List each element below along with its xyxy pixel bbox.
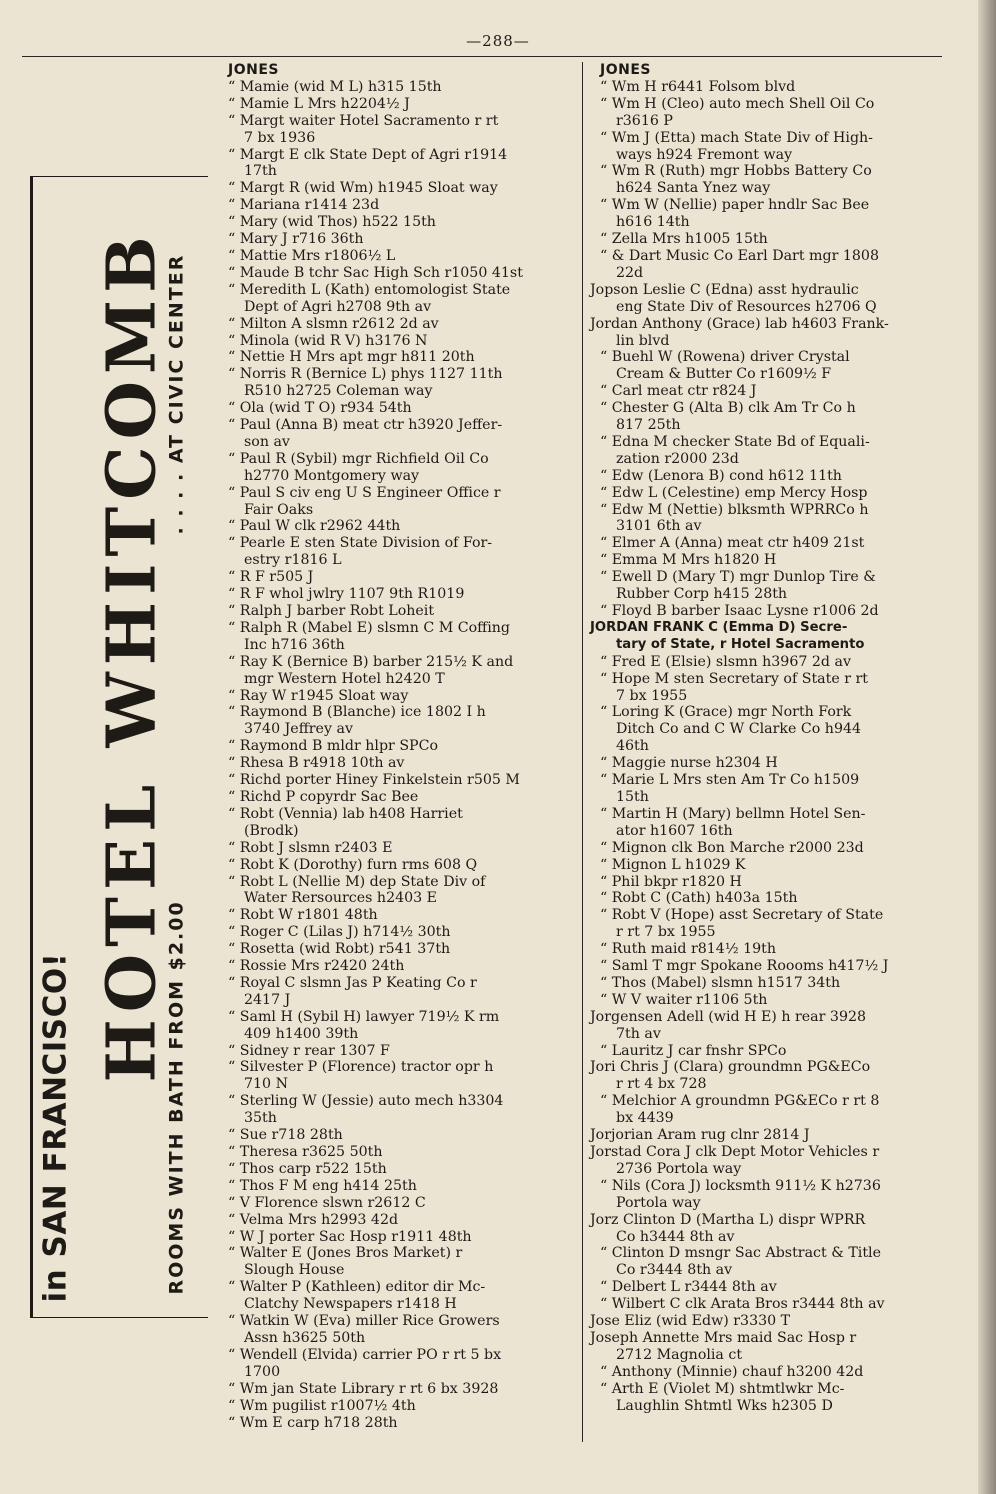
advertisement-text-block [34, 175, 209, 1315]
entry-line: “ Paul (Anna B) meat ctr h3920 Jeffer- [228, 417, 503, 434]
directory-entry [590, 857, 945, 874]
entry-continuation-line: h616 14th [616, 214, 690, 231]
entry-line: “ Zella Mrs h1005 15th [600, 231, 768, 248]
directory-entry [590, 400, 945, 434]
directory-entry [590, 1330, 945, 1364]
directory-entry [590, 1178, 945, 1212]
entry-line: “ Thos F M eng h414 25th [228, 1177, 417, 1194]
entry-line: “ Paul W clk r2962 44th [228, 518, 401, 535]
directory-entry [590, 755, 945, 772]
entry-line: “ Maude B tchr Sac High Sch r1050 41st [228, 264, 523, 281]
directory-entry [218, 1415, 580, 1432]
directory-entry [218, 755, 580, 772]
entry-continuation-line: r rt 4 bx 728 [616, 1076, 707, 1093]
entry-line: “ Mignon L h1029 K [600, 856, 746, 873]
entry-line: “ Mamie L Mrs h2204½ J [228, 95, 410, 112]
directory-entry [590, 1059, 945, 1093]
entry-line: “ Paul S civ eng U S Engineer Office r [228, 484, 501, 501]
entry-continuation-line: Co h3444 8th av [616, 1228, 735, 1245]
entry-line: “ Chester G (Alta B) clk Am Tr Co h [600, 400, 856, 417]
entry-line: “ Wm W (Nellie) paper hndlr Sac Bee [600, 197, 870, 214]
directory-entry [218, 333, 580, 350]
entry-line: “ Phil bkpr r1820 H [600, 873, 742, 890]
entry-line: Jorz Clinton D (Martha L) dispr WPRR [590, 1211, 866, 1228]
entry-line: Jorstad Cora J clk Dept Motor Vehicles r [590, 1144, 880, 1160]
entry-line: “ Margt waiter Hotel Sacramento r rt [228, 112, 499, 129]
entry-line: “ Hope M sten Secretary of State r rt [600, 670, 868, 687]
entry-line: “ Richd P copyrdr Sac Bee [228, 788, 419, 805]
directory-entry [218, 1195, 580, 1212]
directory-entry [590, 671, 945, 705]
directory-entry [590, 907, 945, 941]
directory-entry [590, 603, 945, 620]
directory-entry [590, 1043, 945, 1060]
entry-line: “ W V waiter r1106 5th [600, 991, 768, 1008]
directory-entry [590, 248, 945, 282]
directory-entry [590, 1245, 945, 1279]
entry-continuation-line: estry r1816 L [244, 552, 342, 569]
entry-continuation-line: 22d [616, 264, 644, 281]
directory-entry [218, 1313, 580, 1347]
entry-line: “ Sterling W (Jessie) auto mech h3304 [228, 1093, 504, 1110]
entry-line: “ Wm pugilist r1007½ 4th [228, 1397, 416, 1414]
entry-continuation-line: r3616 P [616, 112, 673, 129]
entry-continuation-line: Dept of Agri h2708 9th av [244, 298, 432, 315]
column-divider [582, 62, 583, 1442]
entry-line: “ Robt W r1801 48th [228, 907, 378, 924]
entry-continuation-line: Inc h716 36th [244, 636, 345, 653]
entry-continuation-line: Portola way [616, 1194, 701, 1211]
entry-continuation-line: Laughlin Shtmtl Wks h2305 D [616, 1397, 833, 1414]
right-directory-column [590, 62, 945, 1415]
entry-line: “ Nettie H Mrs apt mgr h811 20th [228, 349, 475, 366]
directory-entry [590, 958, 945, 975]
entry-line: JORDAN FRANK C (Emma D) Secre- [590, 619, 848, 635]
directory-entry [218, 738, 580, 755]
directory-entry [218, 400, 580, 417]
entry-line: “ Ola (wid T O) r934 54th [228, 400, 412, 417]
directory-entry [590, 383, 945, 400]
directory-entry [590, 941, 945, 958]
entry-line: “ Rhesa B r4918 10th av [228, 755, 405, 772]
directory-entry [218, 1059, 580, 1093]
ad-rate: ROOMS WITH BATH FROM $2.00 [165, 900, 188, 1295]
directory-entry [218, 1347, 580, 1381]
directory-entry [218, 180, 580, 197]
directory-entry [218, 654, 580, 688]
entry-continuation-line: 710 N [244, 1076, 289, 1093]
entry-line: “ Silvester P (Florence) tractor opr h [228, 1059, 494, 1076]
directory-entry [218, 451, 580, 485]
entry-line: “ Robt (Vennia) lab h408 Harriet [228, 805, 463, 822]
entry-line: Joseph Annette Mrs maid Sac Hosp r [590, 1329, 857, 1346]
entry-line: “ Norris R (Bernice L) phys 1127 11th [228, 366, 503, 383]
directory-entry [590, 975, 945, 992]
entry-continuation-line: 15th [616, 788, 649, 805]
entry-line: “ Minola (wid R V) h3176 N [228, 332, 428, 349]
entry-line: “ Milton A slsmn r2612 2d av [228, 315, 439, 332]
entry-continuation-line: 7th av [616, 1025, 661, 1042]
directory-entry [590, 772, 945, 806]
entry-continuation-line: ator h1607 16th [616, 822, 733, 839]
directory-entry [218, 197, 580, 214]
entry-line: “ Thos (Mabel) slsmn h1517 34th [600, 974, 841, 991]
entry-line: “ Edna M checker State Bd of Equali- [600, 433, 870, 450]
right-entries-list [590, 79, 945, 1415]
directory-entry [590, 1296, 945, 1313]
entry-line: “ W J porter Sac Hosp r1911 48th [228, 1228, 472, 1245]
entry-continuation-line: son av [244, 433, 290, 450]
entry-continuation-line: ways h924 Fremont way [616, 146, 793, 163]
entry-line: “ Paul R (Sybil) mgr Richfield Oil Co [228, 450, 489, 467]
directory-entry [590, 282, 945, 316]
entry-line: “ Wilbert C clk Arata Bros r3444 8th av [600, 1296, 885, 1313]
directory-entry [590, 163, 945, 197]
directory-entry [590, 535, 945, 552]
directory-entry [590, 1009, 945, 1043]
entry-continuation-line: 409 h1400 39th [244, 1025, 359, 1042]
entry-line: “ Ewell D (Mary T) mgr Dunlop Tire & [600, 569, 876, 586]
entry-line: “ R F whol jwlry 1107 9th R1019 [228, 586, 465, 603]
entry-line: “ Theresa r3625 50th [228, 1144, 383, 1160]
entry-line: “ Walter P (Kathleen) editor dir Mc- [228, 1279, 486, 1296]
page-number: —288— [466, 32, 530, 50]
entry-continuation-line: 46th [616, 738, 649, 755]
directory-entry [218, 1043, 580, 1060]
directory-entry [590, 1364, 945, 1381]
entry-continuation-line: h2770 Montgomery way [244, 467, 420, 484]
directory-entry [218, 1212, 580, 1229]
entry-line: “ Emma M Mrs h1820 H [600, 552, 777, 569]
entry-line: “ Delbert L r3444 8th av [600, 1279, 777, 1296]
entry-line: Jose Eliz (wid Edw) r3330 T [590, 1313, 791, 1330]
entry-line: Jori Chris J (Clara) groundmn PG&ECo [590, 1059, 871, 1076]
directory-entry [218, 96, 580, 113]
entry-line: “ Ruth maid r814½ 19th [600, 941, 776, 958]
header-rule [22, 56, 942, 57]
directory-entry [218, 806, 580, 840]
entry-continuation-line: tary of State, r Hotel Sacramento [616, 636, 865, 652]
entry-line: “ Anthony (Minnie) chauf h3200 42d [600, 1363, 864, 1380]
entry-continuation-line: Water Rersources h2403 E [244, 890, 438, 907]
entry-continuation-line: (Brodk) [244, 822, 299, 839]
entry-continuation-line: 3101 6th av [616, 518, 702, 535]
entry-line: Jorgensen Adell (wid H E) h rear 3928 [590, 1008, 867, 1025]
entry-line: “ Carl meat ctr r824 J [600, 383, 757, 400]
directory-entry [590, 79, 945, 96]
directory-entry [218, 485, 580, 519]
entry-line: “ Wm E carp h718 28th [228, 1414, 398, 1431]
entry-line: “ Buehl W (Rowena) driver Crystal [600, 349, 850, 366]
entry-line: “ Edw M (Nettie) blksmth WPRRCo h [600, 501, 869, 518]
directory-entry [590, 992, 945, 1009]
directory-entry [218, 704, 580, 738]
directory-entry [218, 265, 580, 282]
directory-entry [590, 654, 945, 671]
directory-entry [590, 1279, 945, 1296]
entry-continuation-line: lin blvd [616, 332, 670, 349]
entry-line: “ Raymond B (Blanche) ice 1802 I h [228, 704, 486, 721]
entry-continuation-line: 2712 Magnolia ct [616, 1346, 743, 1363]
ad-location: . . . . AT CIVIC CENTER [165, 253, 188, 535]
directory-entry [218, 79, 580, 96]
entry-line: “ Maggie nurse h2304 H [600, 755, 778, 772]
directory-entry [218, 214, 580, 231]
directory-entry [218, 231, 580, 248]
left-directory-column [218, 62, 580, 1431]
entry-line: “ Elmer A (Anna) meat ctr h409 21st [600, 535, 865, 552]
ad-hotel-name: HOTEL WHITCOMB [91, 229, 171, 1083]
directory-entry [218, 569, 580, 586]
entry-line: “ Melchior A groundmn PG&ECo r rt 8 [600, 1093, 880, 1110]
entry-continuation-line: Ditch Co and C W Clarke Co h944 [616, 721, 862, 738]
entry-line: “ Ray W r1945 Sloat way [228, 687, 409, 704]
directory-entry [218, 1127, 580, 1144]
entry-line: “ Loring K (Grace) mgr North Fork [600, 704, 852, 721]
entry-continuation-line: Rubber Corp h415 28th [616, 586, 788, 603]
hotel-advertisement [30, 176, 208, 1318]
right-column-heading: JONES [600, 62, 651, 78]
directory-entry [590, 1313, 945, 1330]
directory-entry [218, 1381, 580, 1398]
directory-entry [590, 569, 945, 603]
entry-line: “ Ralph J barber Robt Loheit [228, 603, 435, 619]
entry-line: “ Wm R (Ruth) mgr Hobbs Battery Co [600, 163, 872, 180]
directory-entry [590, 502, 945, 536]
directory-entry [590, 434, 945, 468]
entry-continuation-line: Assn h3625 50th [244, 1329, 366, 1346]
directory-entry [218, 535, 580, 569]
entry-line: “ Saml T mgr Spokane Roooms h417½ J [600, 958, 889, 975]
entry-line: “ Mary (wid Thos) h522 15th [228, 214, 436, 231]
entry-line: “ & Dart Music Co Earl Dart mgr 1808 [600, 247, 879, 264]
entry-line: “ Robt C (Cath) h403a 15th [600, 890, 798, 907]
entry-continuation-line: h624 Santa Ynez way [616, 180, 771, 197]
entry-line: “ Pearle E sten State Division of For- [228, 535, 493, 552]
directory-entry [218, 857, 580, 874]
directory-entry [218, 620, 580, 654]
entry-continuation-line: 2417 J [244, 991, 291, 1008]
directory-entry [218, 941, 580, 958]
directory-entry [590, 1212, 945, 1246]
entry-line: “ Royal C slsmn Jas P Keating Co r [228, 974, 477, 991]
directory-entry [218, 147, 580, 181]
entry-line: “ Richd porter Hiney Finkelstein r505 M [228, 772, 520, 789]
entry-line: “ Sue r718 28th [228, 1127, 343, 1144]
entry-line: “ Raymond B mldr hlpr SPCo [228, 738, 438, 755]
entry-line: “ Marie L Mrs sten Am Tr Co h1509 [600, 772, 860, 789]
entry-continuation-line: r rt 7 bx 1955 [616, 924, 716, 941]
entry-line: “ Wm J (Etta) mach State Div of High- [600, 129, 873, 146]
entry-line: “ Mamie (wid M L) h315 15th [228, 78, 442, 95]
directory-entry [590, 1127, 945, 1144]
directory-entry [218, 349, 580, 366]
directory-entry [218, 282, 580, 316]
entry-line: “ Mariana r1414 23d [228, 197, 380, 214]
directory-entry [218, 840, 580, 857]
entry-line: “ Roger C (Lilas J) h714½ 30th [228, 924, 451, 941]
directory-entry [218, 874, 580, 908]
entry-line: “ Robt J slsmn r2403 E [228, 839, 393, 856]
directory-entry [218, 907, 580, 924]
directory-entry [218, 958, 580, 975]
directory-entry [218, 789, 580, 806]
entry-continuation-line: 35th [244, 1110, 277, 1127]
directory-entry [590, 840, 945, 857]
entry-continuation-line: Cream & Butter Co r1609½ F [616, 366, 832, 383]
entry-line: “ Meredith L (Kath) entomologist State [228, 281, 511, 298]
entry-line: “ Floyd B barber Isaac Lysne r1006 2d [600, 603, 879, 619]
directory-entry [218, 1093, 580, 1127]
entry-continuation-line: Clatchy Newspapers r1418 H [244, 1296, 457, 1313]
entry-continuation-line: zation r2000 23d [616, 450, 739, 467]
directory-entry [590, 890, 945, 907]
directory-entry [218, 366, 580, 400]
directory-entry [218, 924, 580, 941]
directory-entry [590, 620, 945, 654]
directory-entry [218, 316, 580, 333]
directory-entry [590, 704, 945, 755]
entry-line: “ Margt E clk State Dept of Agri r1914 [228, 146, 508, 163]
directory-entry [590, 130, 945, 164]
directory-entry [590, 316, 945, 350]
entry-continuation-line: mgr Western Hotel h2420 T [244, 670, 445, 687]
entry-continuation-line: 3740 Jeffrey av [244, 721, 353, 738]
entry-continuation-line: Slough House [244, 1262, 345, 1279]
entry-line: “ Arth E (Violet M) shtmtlwkr Mc- [600, 1380, 845, 1397]
page-edge-shadow [978, 0, 996, 1494]
entry-continuation-line: 1700 [244, 1363, 281, 1380]
left-column-heading: JONES [228, 62, 279, 78]
directory-entry [218, 975, 580, 1009]
directory-entry [590, 231, 945, 248]
directory-entry [590, 1381, 945, 1415]
entry-line: “ V Florence slswn r2612 C [228, 1194, 426, 1211]
entry-continuation-line: R510 h2725 Coleman way [244, 383, 433, 400]
directory-entry [218, 1398, 580, 1415]
ad-tagline: in SAN FRANCISCO! [37, 952, 74, 1303]
entry-line: “ Robt V (Hope) asst Secretary of State [600, 907, 884, 924]
entry-continuation-line: eng State Div of Resources h2706 Q [616, 298, 877, 315]
directory-entry [218, 1161, 580, 1178]
directory-entry [218, 248, 580, 265]
entry-line: “ Martin H (Mary) bellmn Hotel Sen- [600, 805, 866, 822]
directory-entry [218, 586, 580, 603]
entry-line: “ Wm H r6441 Folsom blvd [600, 78, 796, 95]
directory-entry [218, 1245, 580, 1279]
entry-line: “ Edw (Lenora B) cond h612 11th [600, 467, 842, 484]
entry-line: “ Ray K (Bernice B) barber 215½ K and [228, 653, 514, 670]
entry-line: Jordan Anthony (Grace) lab h4603 Frank- [590, 315, 889, 332]
left-entries-list [218, 79, 580, 1432]
directory-entry [218, 603, 580, 620]
entry-line: Jorjorian Aram rug clnr 2814 J [590, 1127, 810, 1144]
directory-entry [218, 417, 580, 451]
directory-entry [218, 1229, 580, 1246]
entry-line: “ Thos carp r522 15th [228, 1160, 387, 1177]
directory-entry [218, 1178, 580, 1195]
entry-continuation-line: Co r3444 8th av [616, 1262, 733, 1279]
entry-continuation-line: 2736 Portola way [616, 1160, 742, 1177]
directory-entry [218, 518, 580, 535]
directory-entry [218, 688, 580, 705]
entry-line: “ Margt R (wid Wm) h1945 Sloat way [228, 180, 498, 197]
entry-line: “ Watkin W (Eva) miller Rice Growers [228, 1313, 500, 1330]
entry-line: Jopson Leslie C (Edna) asst hydraulic [590, 281, 859, 298]
entry-line: “ Saml H (Sybil H) lawyer 719½ K rm [228, 1008, 500, 1025]
entry-line: “ Mattie Mrs r1806½ L [228, 247, 396, 264]
entry-continuation-line: 7 bx 1936 [244, 129, 316, 146]
entry-line: “ Wendell (Elvida) carrier PO r rt 5 bx [228, 1346, 502, 1363]
directory-entry [590, 349, 945, 383]
directory-entry [590, 806, 945, 840]
entry-line: “ Edw L (Celestine) emp Mercy Hosp [600, 484, 868, 501]
directory-entry [218, 1009, 580, 1043]
entry-line: “ Mignon clk Bon Marche r2000 23d [600, 839, 864, 856]
directory-entry [590, 96, 945, 130]
entry-line: “ Ralph R (Mabel E) slsmn C M Coffing [228, 619, 510, 636]
directory-entry [218, 113, 580, 147]
entry-line: “ Clinton D msngr Sac Abstract & Title [600, 1245, 881, 1262]
directory-entry [590, 485, 945, 502]
directory-entry [218, 1279, 580, 1313]
entry-line: “ Velma Mrs h2993 42d [228, 1211, 399, 1228]
entry-line: “ Sidney r rear 1307 F [228, 1042, 390, 1059]
directory-entry [590, 468, 945, 485]
entry-continuation-line: 817 25th [616, 417, 681, 434]
directory-entry [218, 1144, 580, 1161]
directory-entry [590, 197, 945, 231]
entry-line: “ R F r505 J [228, 569, 314, 586]
directory-entry [590, 1093, 945, 1127]
entry-continuation-line: 7 bx 1955 [616, 687, 688, 704]
entry-line: “ Robt L (Nellie M) dep State Div of [228, 873, 486, 890]
entry-continuation-line: bx 4439 [616, 1110, 674, 1127]
directory-entry [590, 1144, 945, 1178]
entry-line: “ Fred E (Elsie) slsmn h3967 2d av [600, 653, 851, 670]
entry-line: “ Rosetta (wid Robt) r541 37th [228, 941, 451, 958]
entry-continuation-line: 17th [244, 163, 277, 180]
entry-line: “ Nils (Cora J) locksmth 911½ K h2736 [600, 1177, 881, 1194]
directory-entry [590, 874, 945, 891]
entry-continuation-line: Fair Oaks [244, 501, 314, 518]
entry-line: “ Mary J r716 36th [228, 231, 364, 248]
directory-entry [590, 552, 945, 569]
entry-line: “ Wm jan State Library r rt 6 bx 3928 [228, 1380, 499, 1397]
entry-line: “ Walter E (Jones Bros Market) r [228, 1245, 463, 1262]
entry-line: “ Robt K (Dorothy) furn rms 608 Q [228, 856, 478, 873]
entry-line: “ Lauritz J car fnshr SPCo [600, 1042, 787, 1059]
entry-line: “ Wm H (Cleo) auto mech Shell Oil Co [600, 95, 875, 112]
directory-entry [218, 772, 580, 789]
entry-line: “ Rossie Mrs r2420 24th [228, 958, 405, 975]
